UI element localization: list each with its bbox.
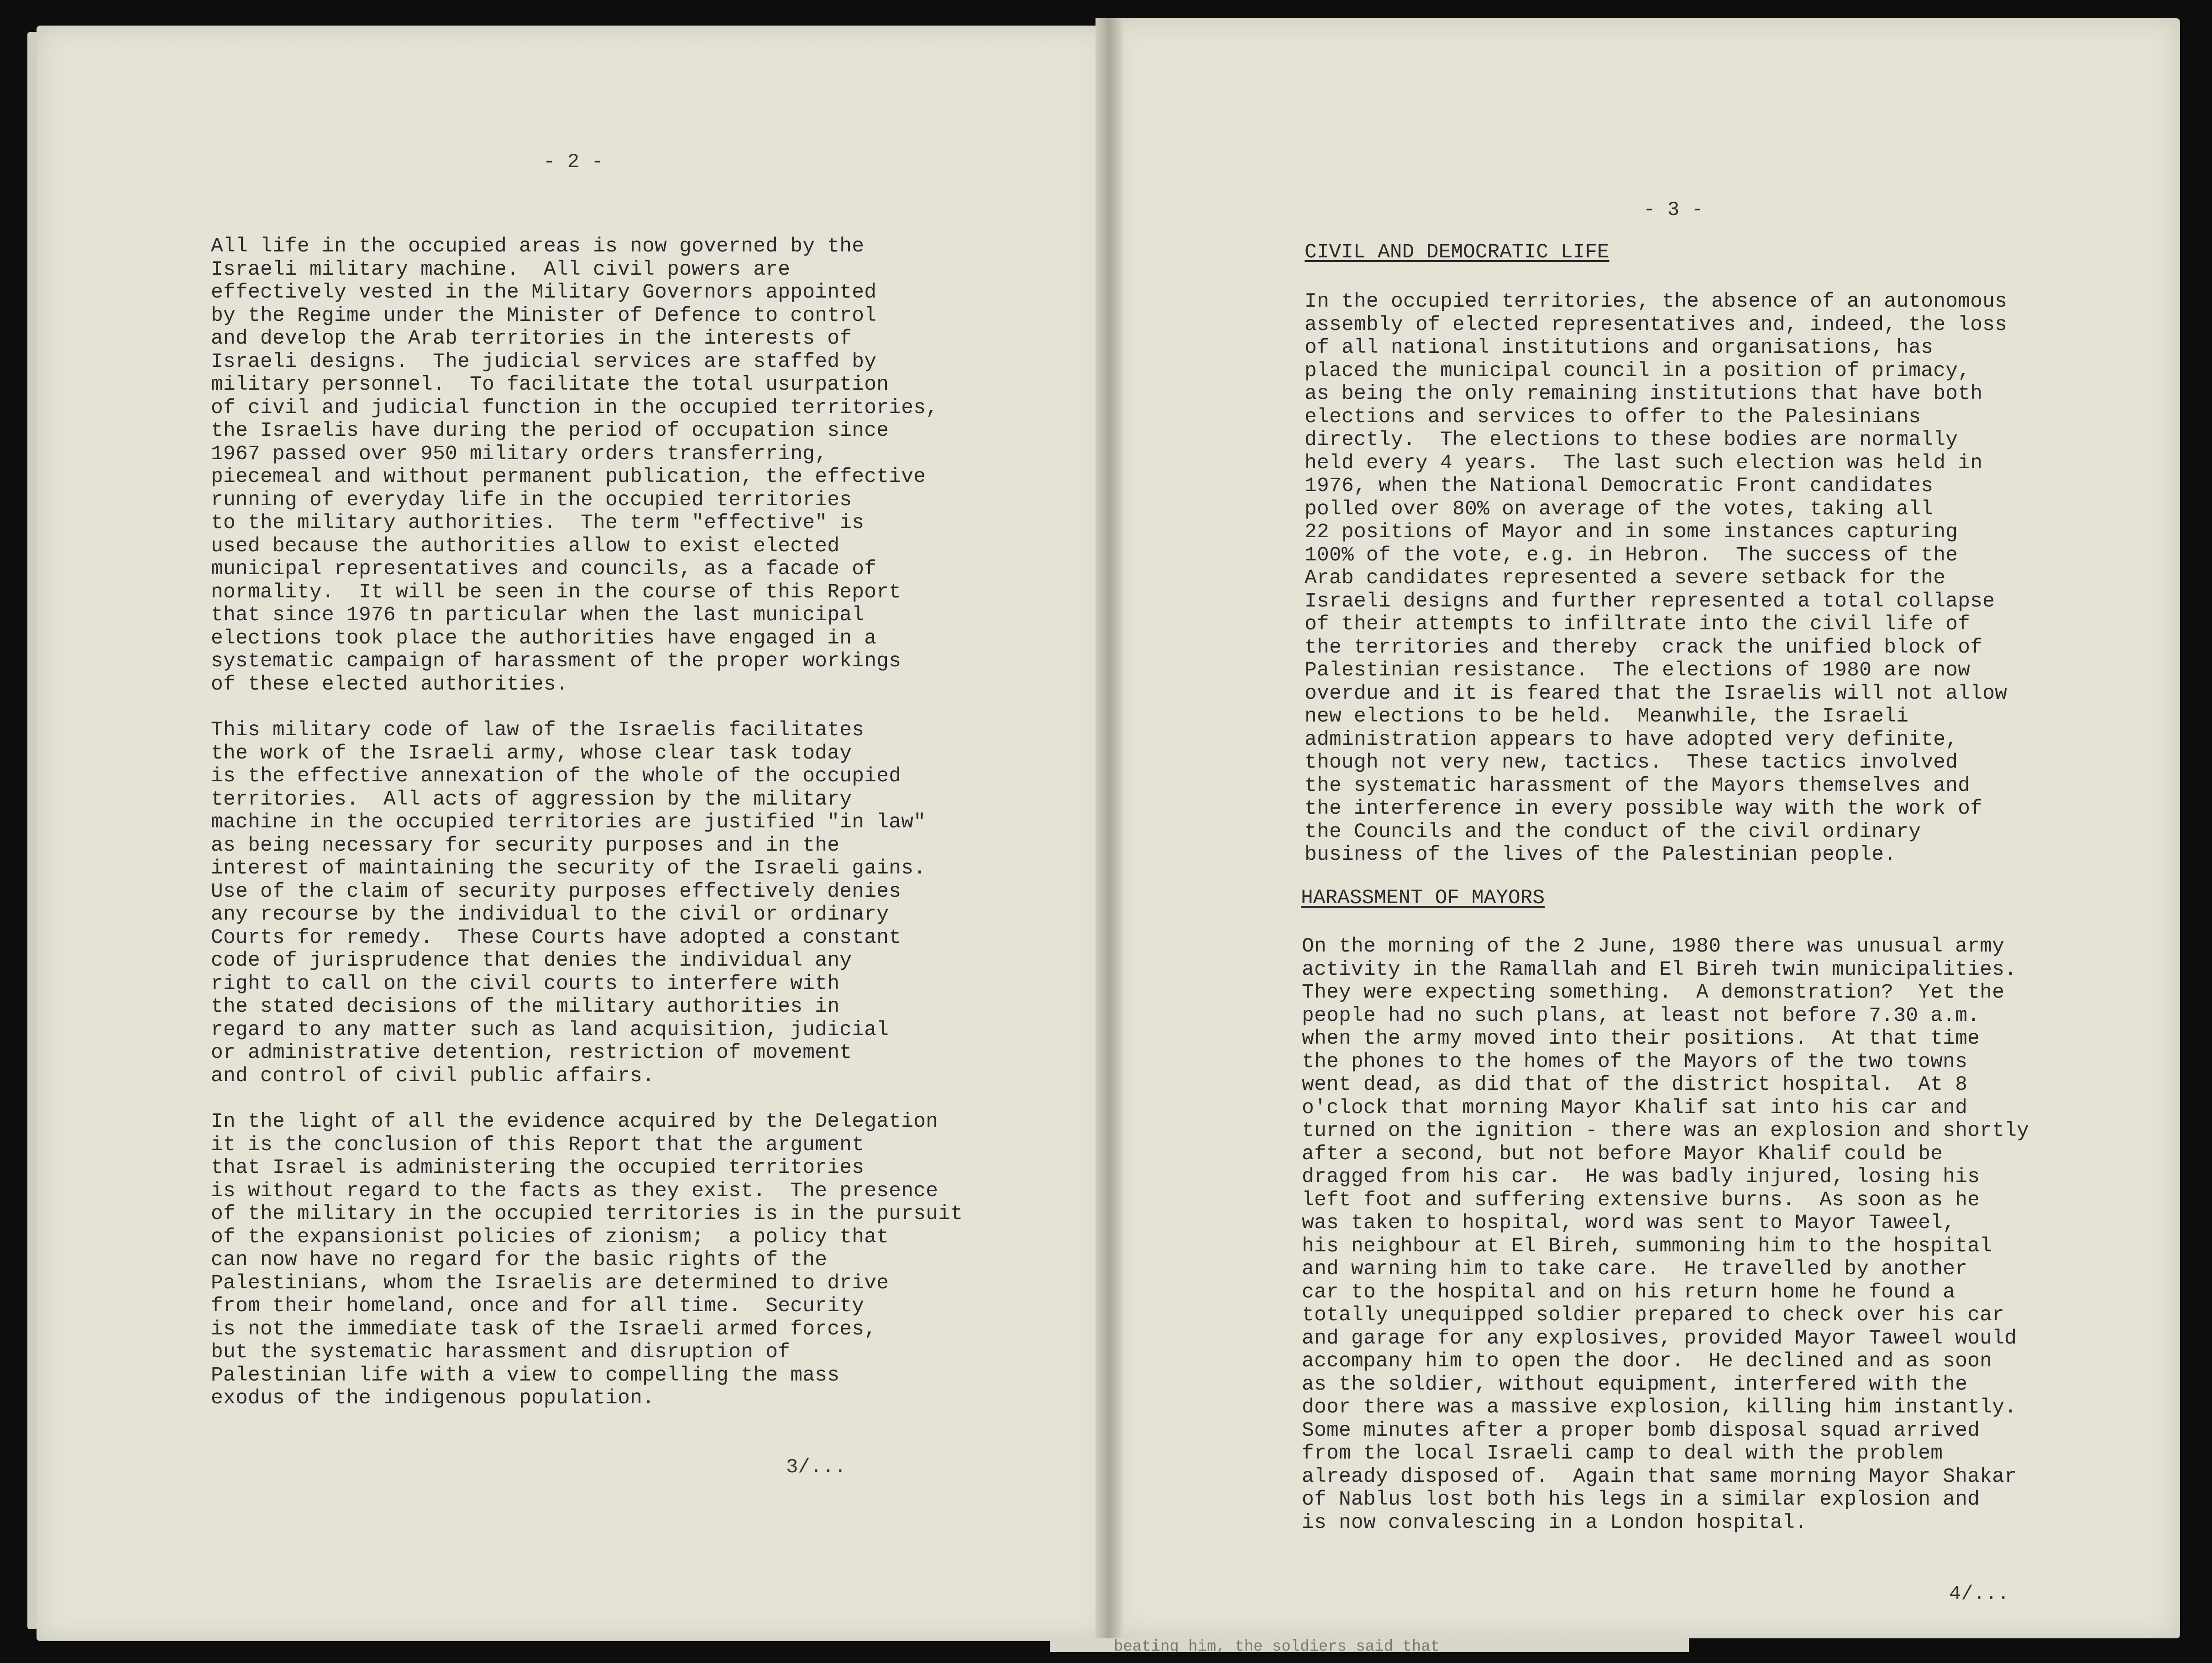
text-line: business of the lives of the Palestinian people. — [1305, 843, 1897, 866]
text-line: 1967 passed over 950 military orders transferring, — [211, 442, 828, 465]
text-line: the stated decisions of the military authorities in — [211, 995, 840, 1018]
text-line: was taken to hospital, word was sent to Mayor Taweel, — [1302, 1212, 1955, 1234]
text-line: Palestinian life with a view to compelling the mass — [211, 1364, 840, 1387]
text-line: Israeli military machine. All civil powers are — [211, 258, 791, 281]
text-line: that since 1976 tn particular when the last municipal — [211, 604, 865, 627]
text-line: as being the only remaining institutions that have both — [1305, 382, 1983, 405]
text-line: any recourse by the individual to the civil or ordinary — [211, 903, 889, 926]
text-line: the territories and thereby crack the unified block of — [1305, 636, 1983, 659]
text-line: turned on the ignition - there was an explosion and shortly — [1302, 1119, 2029, 1142]
text-line: Israeli designs and further represented a total collapse — [1305, 590, 1995, 613]
text-line: administration appears to have adopted very definite, — [1305, 728, 1958, 751]
text-line: machine in the occupied territories are justified "in law" — [211, 811, 926, 834]
text-line: interest of maintaining the security of the Israeli gains. — [211, 857, 926, 880]
text-line: after a second, but not before Mayor Khalif could be — [1302, 1142, 1943, 1166]
text-line: code of jurisprudence that denies the individual any — [211, 949, 852, 972]
text-line: On the morning of the 2 June, 1980 there was unusual army — [1302, 935, 2005, 958]
text-line: the systematic harassment of the Mayors themselves and — [1305, 774, 1971, 797]
text-line: is now convalescing in a London hospital. — [1302, 1511, 1808, 1534]
text-line: can now have no regard for the basic rights of the — [211, 1249, 828, 1271]
text-line: Palestinians, whom the Israelis are determined to drive — [211, 1271, 889, 1295]
paragraph-3 — [211, 1110, 963, 1410]
text-line: the phones to the homes of the Mayors of the two towns — [1302, 1050, 1968, 1073]
text-line: the interference in every possible way with the work of — [1305, 797, 1983, 820]
text-line: elections and services to offer to the Palesinians — [1305, 405, 1921, 429]
bottom-fragment-text: beating him, the soldiers said that — [1114, 1638, 1440, 1656]
text-line: and control of civil public affairs. — [211, 1064, 655, 1088]
text-line: and garage for any explosives, provided Mayor Taweel would — [1302, 1327, 2017, 1350]
text-line: though not very new, tactics. These tactics involved — [1305, 751, 1958, 774]
text-line: is not the immediate task of the Israeli armed forces, — [211, 1318, 877, 1341]
section-heading-civil-democratic-life: CIVIL AND DEMOCRATIC LIFE — [1305, 241, 1609, 264]
text-line: In the light of all the evidence acquired by the Delegation — [211, 1110, 938, 1133]
text-line: from their homeland, once and for all time. Security — [211, 1295, 865, 1318]
text-line: his neighbour at El Bireh, summoning him to the hospital — [1302, 1234, 1992, 1258]
text-line: 100% of the vote, e.g. in Hebron. The success of the — [1305, 544, 1958, 567]
text-line: All life in the occupied areas is now governed by the — [211, 235, 865, 258]
text-line: held every 4 years. The last such election was held in — [1305, 451, 1983, 475]
right-page-continuation: 4/... — [1949, 1583, 2010, 1605]
text-line: by the Regime under the Minister of Defence to control — [211, 304, 877, 327]
text-line: of civil and judicial function in the occupied territories, — [211, 396, 938, 419]
text-line: when the army moved into their positions. At that time — [1302, 1027, 1980, 1050]
left-page-body — [211, 235, 963, 1433]
text-line: the Israelis have during the period of occupation since — [211, 419, 889, 442]
text-line: car to the hospital and on his return home he found a — [1302, 1281, 1955, 1304]
text-line: the Councils and the conduct of the civil ordinary — [1305, 820, 1921, 843]
text-line: directly. The elections to these bodies are normally — [1305, 429, 1958, 451]
section-heading-harassment-of-mayors: HARASSMENT OF MAYORS — [1301, 887, 1545, 910]
text-line: from the local Israeli camp to deal with the problem — [1302, 1442, 1943, 1465]
left-page-number: - 2 - — [543, 151, 604, 173]
text-line: new elections to be held. Meanwhile, the Israeli — [1305, 705, 1909, 728]
text-line: normality. It will be seen in the course of this Report — [211, 580, 902, 604]
text-line: piecemeal and without permanent publication, the effective — [211, 465, 926, 488]
text-line: military personnel. To facilitate the total usurpation — [211, 373, 889, 396]
text-line: Israeli designs. The judicial services are staffed by — [211, 350, 877, 373]
text-line: but the systematic harassment and disruption of — [211, 1341, 791, 1364]
paragraph — [1305, 290, 2007, 867]
text-line: territories. All acts of aggression by the military — [211, 788, 852, 811]
text-line: of these elected authorities. — [211, 673, 569, 696]
paragraph-1 — [211, 235, 963, 696]
text-line: placed the municipal council in a position of primacy, — [1305, 359, 1971, 382]
text-line: already disposed of. Again that same morning Mayor Shakar — [1302, 1465, 2017, 1488]
text-line: it is the conclusion of this Report that the argument — [211, 1133, 865, 1156]
text-line: and warning him to take care. He travelled by another — [1302, 1258, 1968, 1281]
text-line: left foot and suffering extensive burns. As soon as he — [1302, 1188, 1980, 1212]
text-line: went dead, as did that of the district hospital. At 8 — [1302, 1073, 1968, 1096]
text-line: exodus of the indigenous population. — [211, 1387, 655, 1410]
text-line: polled over 80% on average of the votes, taking all — [1305, 497, 1934, 521]
text-line: systematic campaign of harassment of the proper workings — [211, 650, 902, 673]
text-line: is without regard to the facts as they exist. The presence — [211, 1179, 938, 1203]
text-line: right to call on the civil courts to interfere with — [211, 972, 840, 995]
text-line: the work of the Israeli army, whose clear task today — [211, 742, 852, 765]
section-harassment-of-mayors-body — [1302, 935, 2029, 1557]
text-line: assembly of elected representatives and, indeed, the loss — [1305, 313, 2008, 336]
text-line: people had no such plans, at least not before 7.30 a.m. — [1302, 1004, 1980, 1027]
text-line: activity in the Ramallah and El Bireh twin municipalities. — [1302, 958, 2017, 981]
section-civil-democratic-life-body — [1305, 290, 2007, 889]
text-line: effectively vested in the Military Governors appointed — [211, 281, 877, 304]
left-page-continuation: 3/... — [786, 1456, 847, 1479]
text-line: Use of the claim of security purposes effectively denies — [211, 880, 902, 903]
book-gutter — [1096, 18, 1123, 1638]
text-line: as the soldier, without equipment, interfered with the — [1302, 1373, 1968, 1396]
text-line: 1976, when the National Democratic Front candidates — [1305, 475, 1934, 497]
text-line: o'clock that morning Mayor Khalif sat into his car and — [1302, 1096, 1968, 1119]
text-line: municipal representatives and councils, as a facade of — [211, 558, 877, 580]
text-line: totally unequipped soldier prepared to check over his car — [1302, 1304, 2005, 1327]
text-line: dragged from his car. He was badly injured, losing his — [1302, 1166, 1980, 1188]
text-line: and develop the Arab territories in the interests of — [211, 327, 852, 350]
text-line: Courts for remedy. These Courts have adopted a constant — [211, 926, 902, 949]
text-line: door there was a massive explosion, killing him instantly. — [1302, 1396, 2017, 1419]
text-line: used because the authorities allow to exist elected — [211, 534, 840, 558]
text-line: running of everyday life in the occupied territories — [211, 488, 852, 512]
text-line: is the effective annexation of the whole of the occupied — [211, 765, 902, 788]
text-line: Some minutes after a proper bomb disposal squad arrived — [1302, 1419, 1980, 1442]
text-line: In the occupied territories, the absence of an autonomous — [1305, 290, 2008, 313]
text-line: of their attempts to infiltrate into the civil life of — [1305, 613, 1971, 636]
text-line: This military code of law of the Israelis facilitates — [211, 719, 865, 742]
text-line: that Israel is administering the occupied territories — [211, 1156, 865, 1179]
text-line: Palestinian resistance. The elections of 1980 are now — [1305, 659, 1971, 682]
text-line: or administrative detention, restriction of movement — [211, 1041, 852, 1064]
text-line: regard to any matter such as land acquisition, judicial — [211, 1018, 889, 1041]
paragraph-2 — [211, 719, 963, 1088]
text-line: of Nablus lost both his legs in a similar explosion and — [1302, 1488, 1980, 1511]
text-line: elections took place the authorities have engaged in a — [211, 627, 877, 650]
text-line: of the military in the occupied territories is in the pursuit — [211, 1203, 963, 1225]
paragraph — [1302, 935, 2029, 1534]
text-line: as being necessary for security purposes and in the — [211, 834, 840, 857]
text-line: accompany him to open the door. He declined and as soon — [1302, 1350, 1992, 1373]
text-line: Arab candidates represented a severe setback for the — [1305, 567, 1946, 590]
text-line: overdue and it is feared that the Israelis will not allow — [1305, 682, 2008, 705]
text-line: of all national institutions and organisations, has — [1305, 336, 1934, 359]
text-line: to the military authorities. The term "effective" is — [211, 512, 865, 534]
text-line: They were expecting something. A demonstration? Yet the — [1302, 981, 2005, 1004]
text-line: of the expansionist policies of zionism; a policy that — [211, 1225, 889, 1249]
text-line: 22 positions of Mayor and in some instances capturing — [1305, 521, 1958, 544]
right-page-number: - 3 - — [1643, 199, 1704, 221]
